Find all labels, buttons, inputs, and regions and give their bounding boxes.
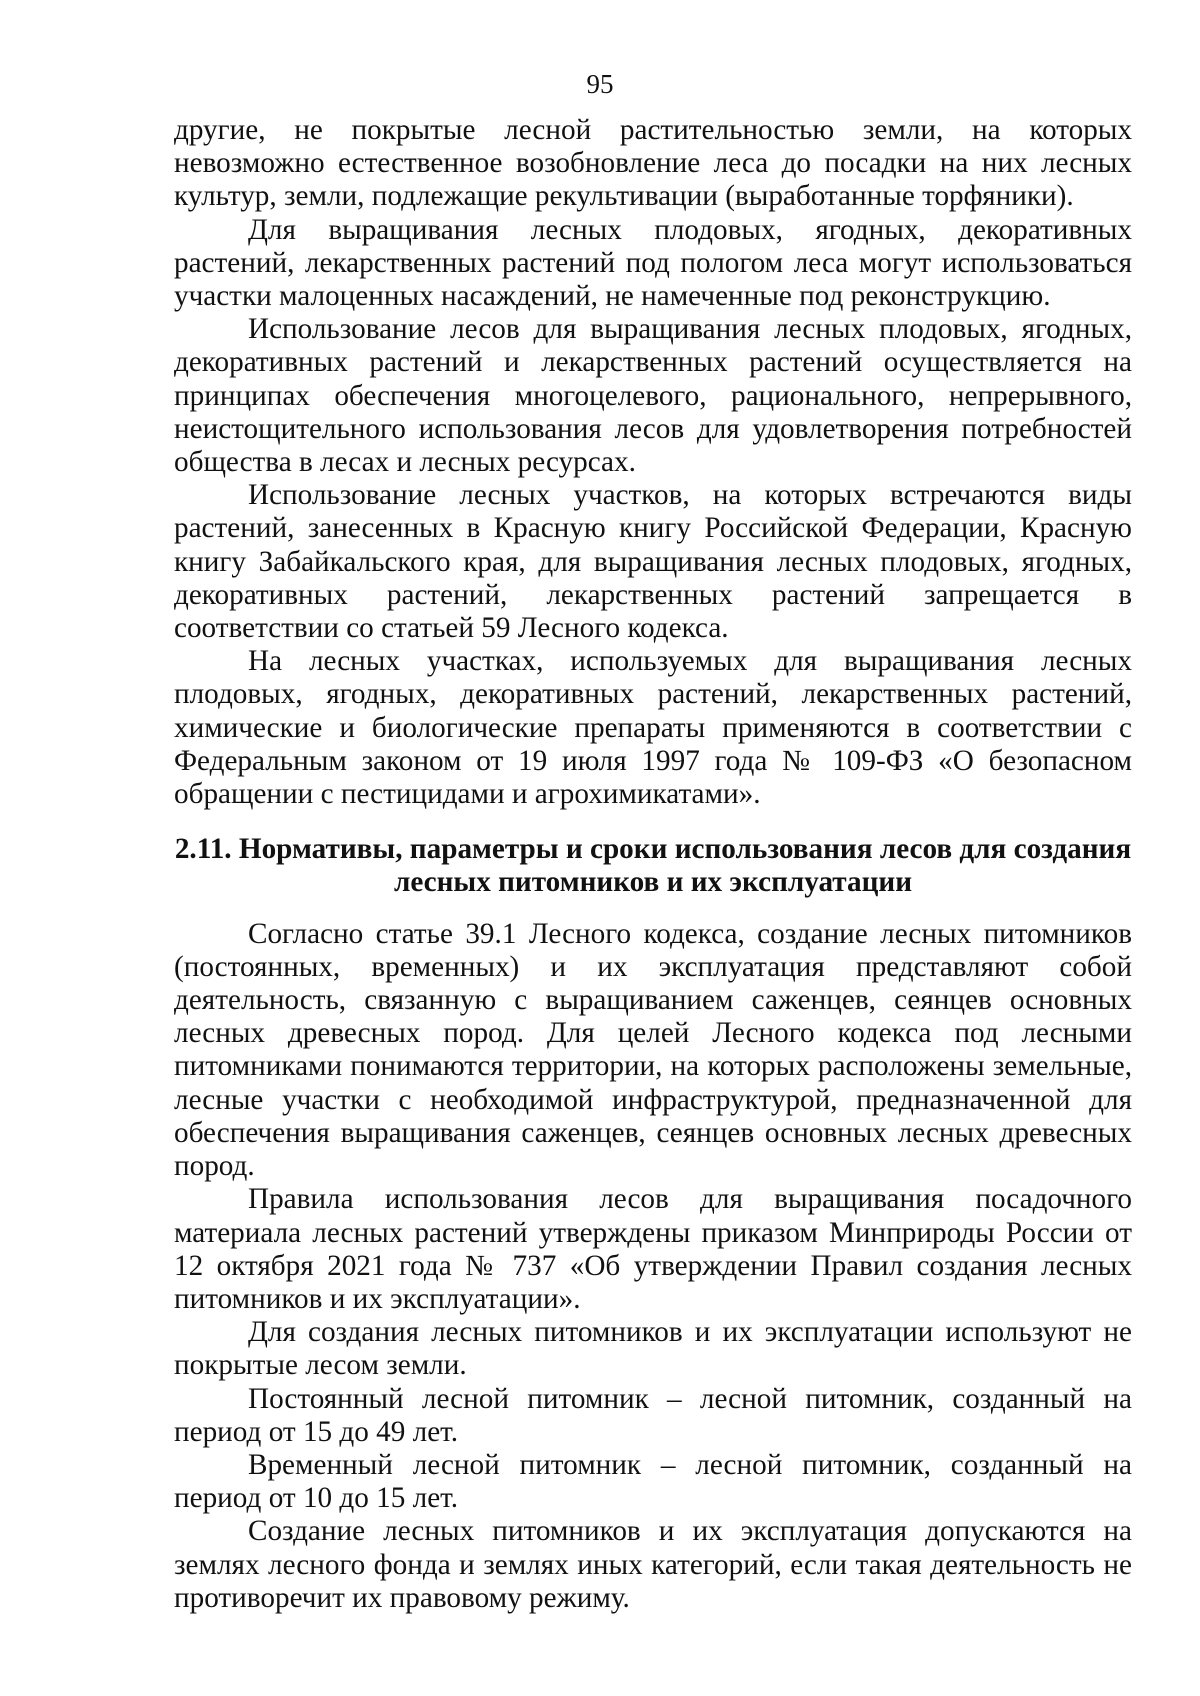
paragraph: Временный лесной питомник – лесной питомник, созданный на период от 10 до 15 лет.	[174, 1448, 1132, 1515]
paragraph: Для выращивания лесных плодовых, ягодных, декоративных растений, лекарственных растений под пологом леса могут использоваться участки малоценных насаждений, не намеченные под реконструкцию.	[174, 213, 1132, 313]
section-heading-line-2: лесных питомников и их эксплуатации	[393, 866, 913, 899]
paragraph: Постоянный лесной питомник – лесной питомник, созданный на период от 15 до 49 лет.	[174, 1382, 1132, 1448]
paragraph: Для создания лесных питомников и их эксплуатации используют не покрытые лесом земли.	[174, 1316, 1132, 1382]
paragraph-continuation: другие, не покрытые лесной растительностью земли, на которых невозможно естественное возобновление леса до посадки на них лесных культур, земли, подлежащие рекультивации (выработанные торфяники).	[174, 114, 1132, 213]
section-heading	[174, 833, 1132, 899]
paragraph: Правила использования лесов для выращивания посадочного материала лесных растений утверждены приказом Минприроды России от 12 октября 2021 года № 737 «Об утверждении Правил создания лесных питомников и их эксплуатации».	[174, 1183, 1132, 1315]
page-number: 95	[586, 69, 614, 99]
paragraph: Создание лесных питомников и их эксплуатация допускаются на землях лесного фонда и землях иных категорий, если такая деятельность не противоречит их правовому режиму.	[174, 1515, 1132, 1614]
paragraph: Использование лесов для выращивания лесных плодовых, ягодных, декоративных растений и лекарственных растений осуществляется на принципах обеспечения многоцелевого, рационального, непрерывного, неистощительного использования лесов для удовлетворения потребностей общества в лесах и лесных ресурсах.	[174, 313, 1132, 479]
paragraph: Согласно статье 39.1 Лесного кодекса, создание лесных питомников (постоянных, временных) и их эксплуатация представляют собой деятельность, связанную с выращиванием саженцев, сеянцев основных лесных древесных пород. Для целей Лесного кодекса под лесными питомниками понимаются территории, на которых расположены земельные, лесные участки с необходимой инфраструктурой, предназначенной для обеспечения выращивания саженцев, сеянцев основных лесных древесных пород.	[174, 917, 1132, 1183]
paragraph: Использование лесных участков, на которых встречаются виды растений, занесенных в Красную книгу Российской Федерации, Красную книгу Забайкальского края, для выращивания лесных плодовых, ягодных, декоративных растений, лекарственных растений запрещается в соответствии со статьей 59 Лесного кодекса.	[174, 479, 1132, 645]
paragraph: На лесных участках, используемых для выращивания лесных плодовых, ягодных, декоративных растений, лекарственных растений, химические и биологические препараты применяются в соответствии с Федеральным законом от 19 июля 1997 года № 109-ФЗ «О безопасном обращении с пестицидами и агрохимикатами».	[174, 645, 1132, 811]
section-heading-line-1: 2.11. Нормативы, параметры и сроки использования лесов для создания	[174, 833, 1132, 866]
document-body	[174, 114, 1132, 1615]
